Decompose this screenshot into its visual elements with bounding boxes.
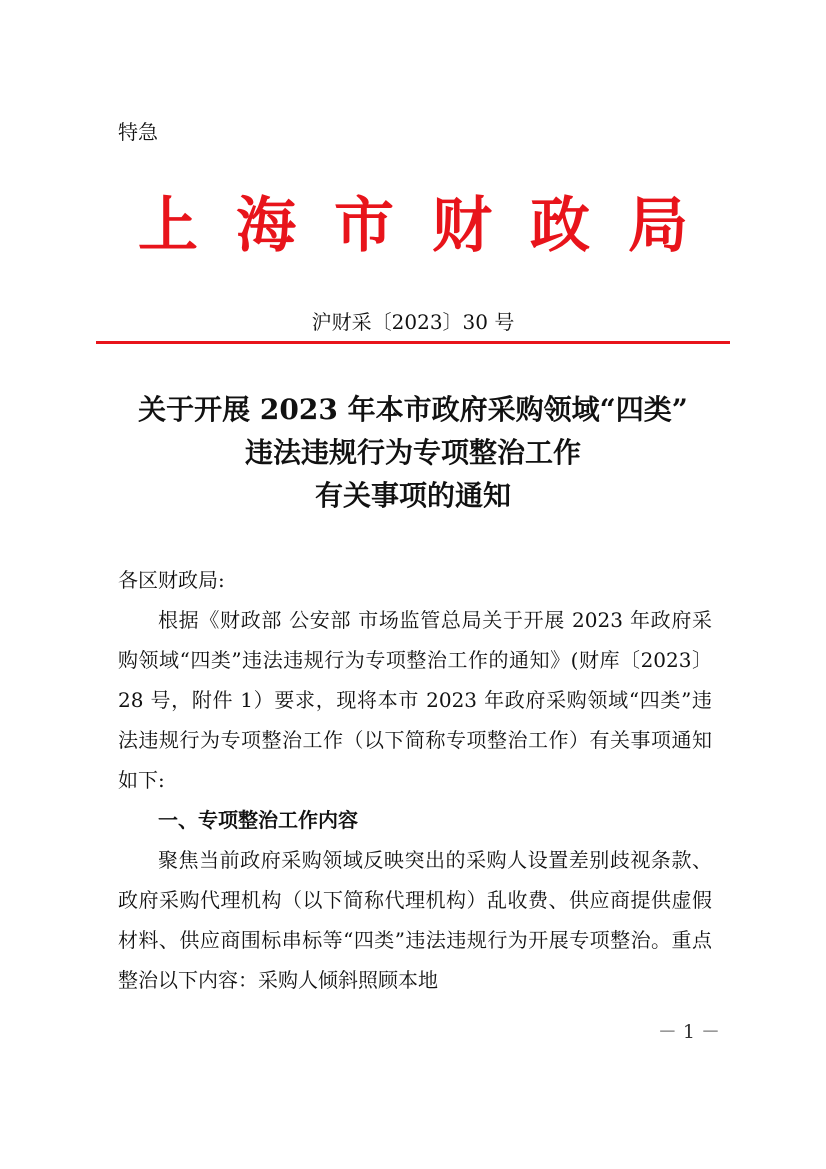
document-body — [118, 560, 712, 1000]
salutation: 各区财政局: — [118, 568, 225, 592]
section-heading-1: 一、专项整治工作内容 — [158, 808, 358, 832]
title-line-1: 关于开展 2023 年本市政府采购领域“四类” — [138, 393, 688, 426]
paragraph-intro: 根据《财政部 公安部 市场监管总局关于开展 2023 年政府采购领域“四类”违法违规行为专项整治工作的通知》(财库〔2023〕28 号，附件 1）要求，现将本市 2023 年政府采购领域“四类”违法违规行为专项整治工作（以下简称专项整治工作）有关事项通知如下: — [118, 608, 712, 792]
title-line-2: 违法违规行为专项整治工作 — [244, 436, 581, 469]
page-number: － 1 － — [657, 1021, 720, 1043]
issuer-masthead: 上海市财政局 — [138, 191, 726, 261]
red-separator-line — [96, 341, 730, 344]
title-line-3: 有关事项的通知 — [314, 479, 511, 512]
paragraph-section-1: 聚焦当前政府采购领域反映突出的采购人设置差别歧视条款、政府采购代理机构（以下简称代理机构）乱收费、供应商提供虚假材料、供应商围标串标等“四类”违法违规行为开展专项整治。重点整治以下内容：采购人倾斜照顾本地 — [118, 848, 712, 992]
document-number: 沪财采〔2023〕30 号 — [311, 310, 515, 334]
document-title — [96, 388, 730, 517]
urgency-label: 特急 — [118, 120, 158, 144]
